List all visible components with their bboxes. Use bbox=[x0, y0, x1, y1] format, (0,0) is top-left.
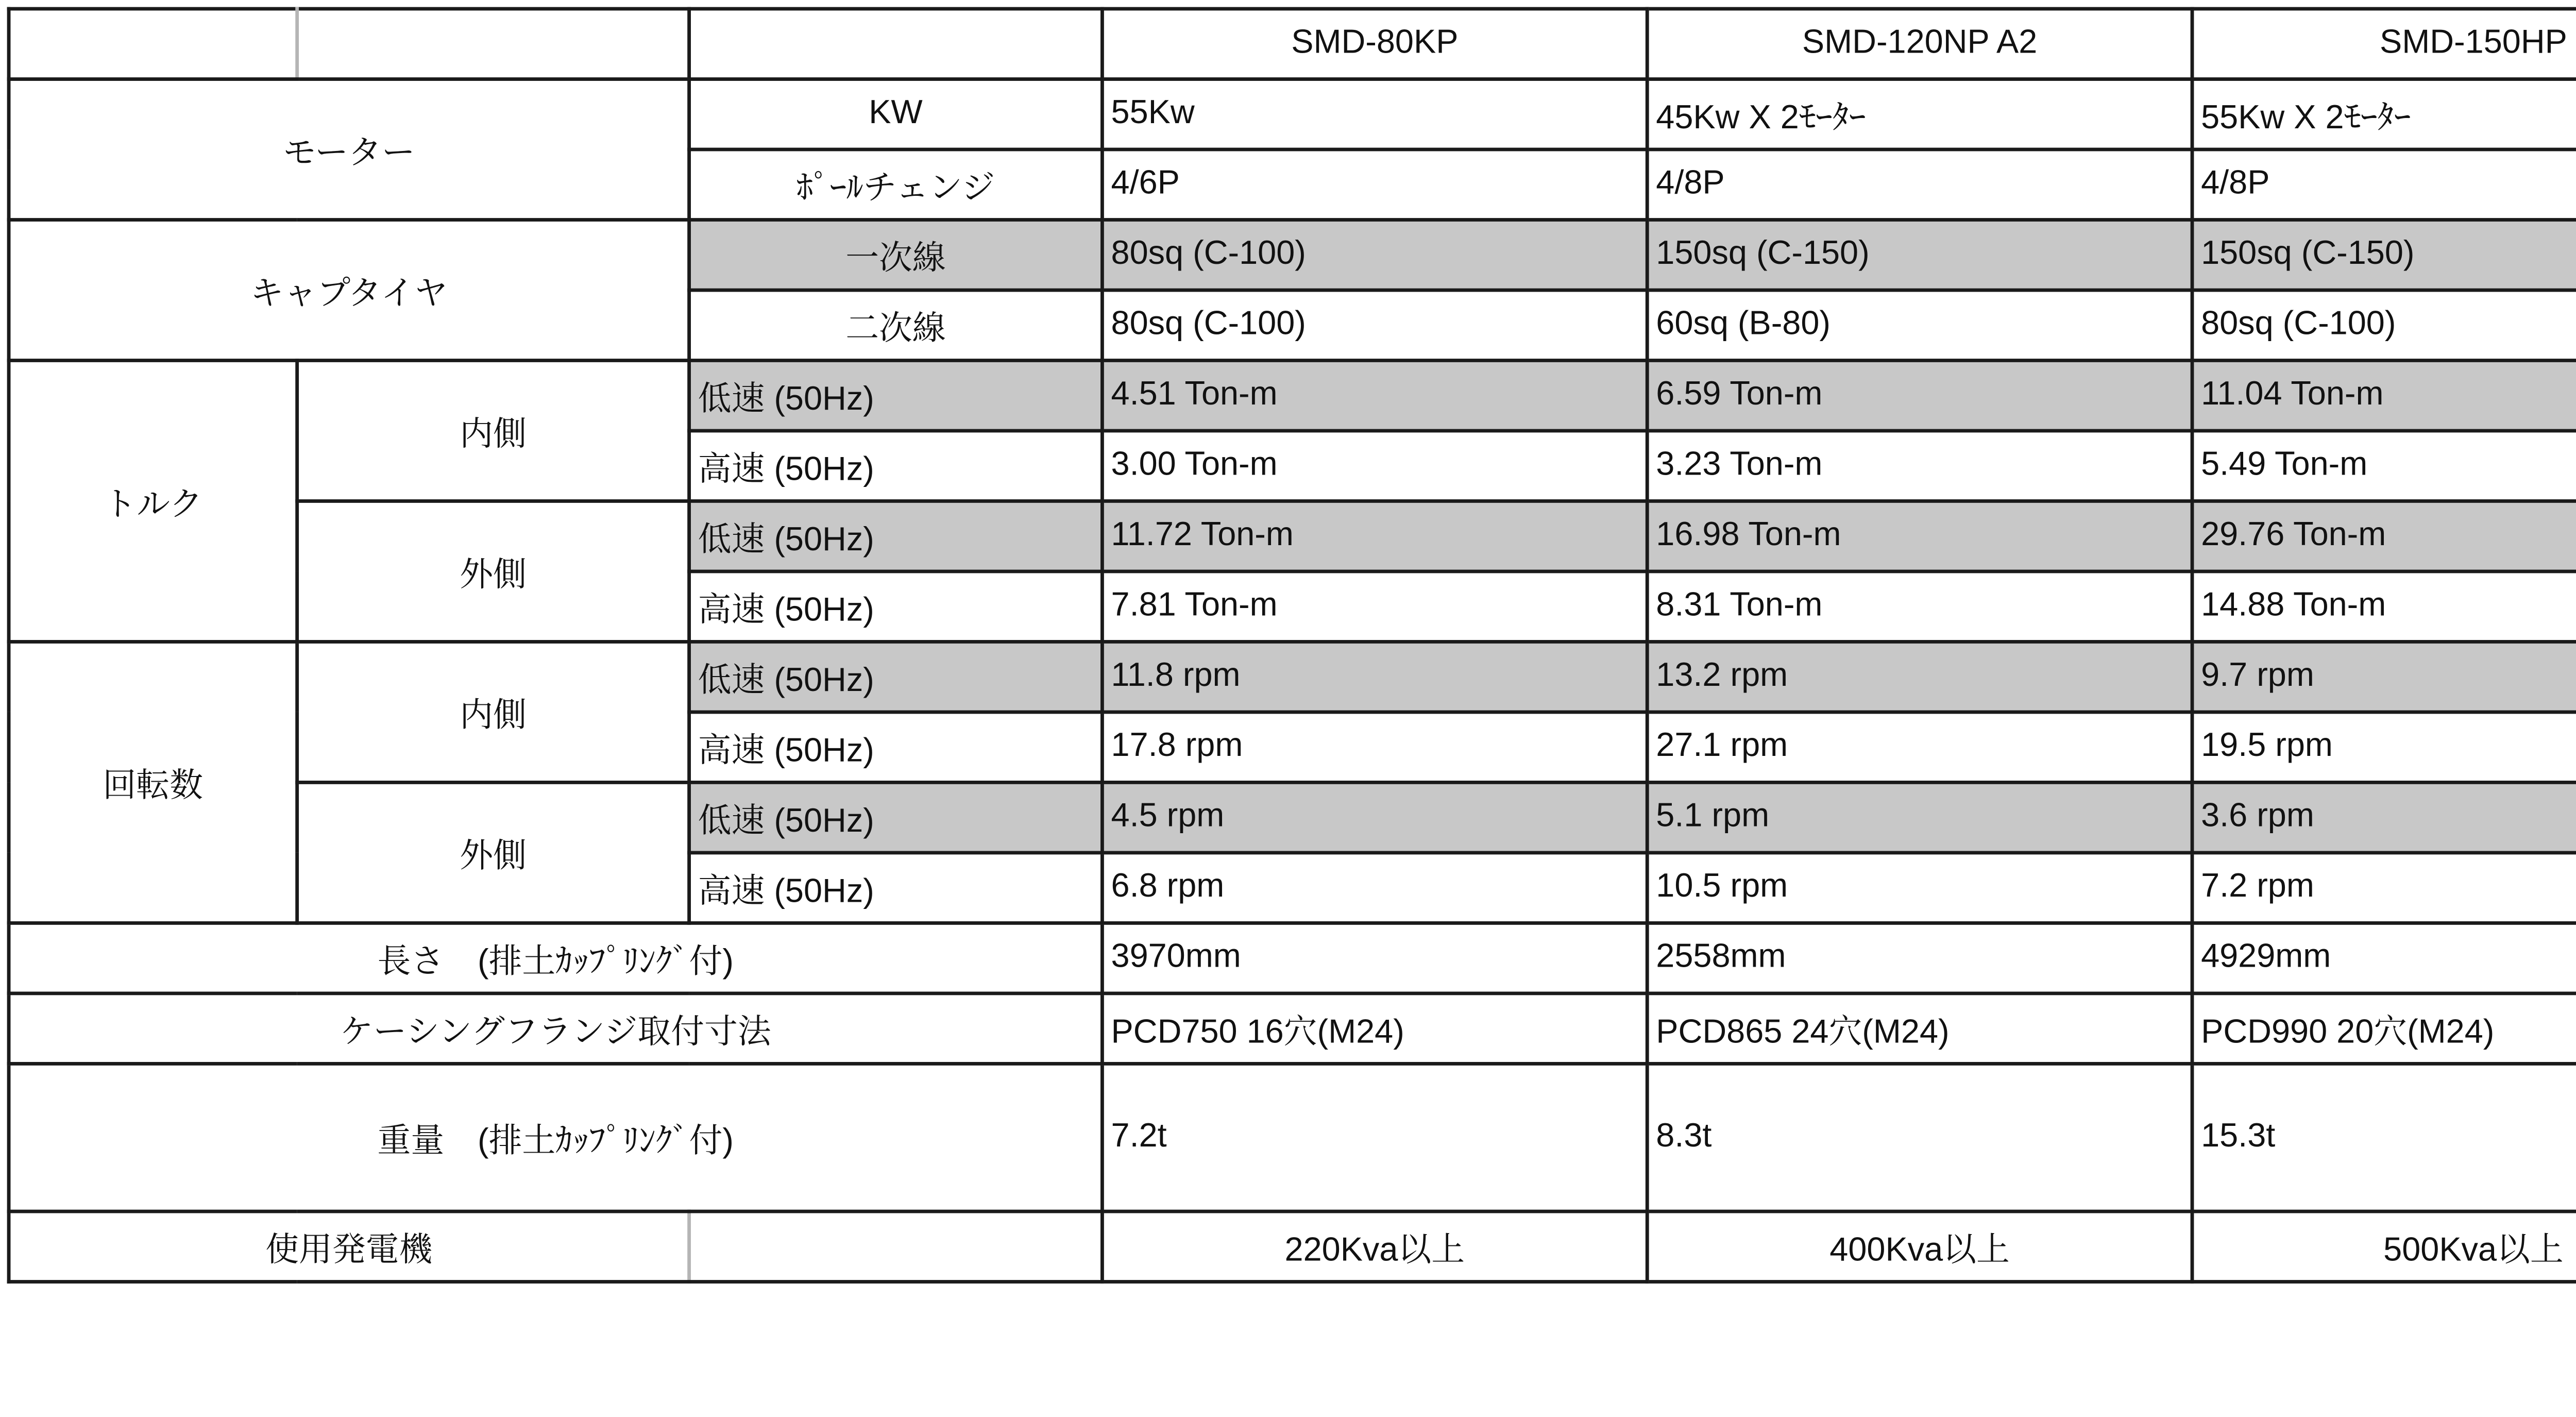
row-label: 二次線 bbox=[689, 290, 1103, 360]
value-cell: 4/8P bbox=[1647, 149, 2192, 220]
value-cell: 220Kva以上 bbox=[1102, 1211, 1647, 1281]
table-row bbox=[9, 993, 2576, 1064]
value-cell: 16.98 Ton-m bbox=[1647, 501, 2192, 571]
value-cell: 45Kw X 2ﾓｰﾀｰ bbox=[1647, 79, 2192, 149]
value-cell: 4929mm bbox=[2192, 923, 2576, 993]
row-label-length: 長さ (排土ｶｯﾌﾟﾘﾝｸﾞ付) bbox=[9, 923, 1102, 993]
model-header: SMD-120NP A2 bbox=[1647, 9, 2192, 79]
row-label: 高速 (50Hz) bbox=[689, 853, 1103, 923]
table-row bbox=[9, 923, 2576, 993]
value-cell: 4/6P bbox=[1102, 149, 1647, 220]
table-row bbox=[9, 782, 2576, 852]
table-row bbox=[9, 361, 2576, 431]
value-cell: 3.23 Ton-m bbox=[1647, 431, 2192, 501]
table-row bbox=[9, 1064, 2576, 1211]
row-label: KW bbox=[689, 79, 1103, 149]
value-cell: 500Kva以上 bbox=[2192, 1211, 2576, 1281]
header-blank-cell bbox=[689, 9, 1103, 79]
value-cell: 7.2t bbox=[1102, 1064, 1647, 1211]
value-cell: PCD865 24穴(M24) bbox=[1647, 993, 2192, 1064]
section-label-motor: モーター bbox=[9, 79, 689, 220]
spec-table bbox=[7, 7, 2576, 1284]
value-cell: 400Kva以上 bbox=[1647, 1211, 2192, 1281]
value-cell: 3970mm bbox=[1102, 923, 1647, 993]
header-blank-cell bbox=[297, 9, 689, 79]
value-cell: 6.8 rpm bbox=[1102, 853, 1647, 923]
row-label-flange: ケーシングフランジ取付寸法 bbox=[9, 993, 1102, 1064]
value-cell: 11.04 Ton-m bbox=[2192, 361, 2576, 431]
value-cell: 8.31 Ton-m bbox=[1647, 571, 2192, 642]
table-row bbox=[9, 1211, 2576, 1281]
value-cell: 55Kw X 2ﾓｰﾀｰ bbox=[2192, 79, 2576, 149]
value-cell: 80sq (C-100) bbox=[1102, 220, 1647, 290]
value-cell: PCD750 16穴(M24) bbox=[1102, 993, 1647, 1064]
value-cell: 5.49 Ton-m bbox=[2192, 431, 2576, 501]
value-cell: 7.81 Ton-m bbox=[1102, 571, 1647, 642]
subsection-label-inner: 内側 bbox=[297, 361, 689, 501]
table-row bbox=[9, 79, 2576, 149]
row-label: 高速 (50Hz) bbox=[689, 571, 1103, 642]
value-cell: 14.88 Ton-m bbox=[2192, 571, 2576, 642]
value-cell: 11.8 rpm bbox=[1102, 642, 1647, 712]
row-label: 高速 (50Hz) bbox=[689, 431, 1103, 501]
value-cell: 2558mm bbox=[1647, 923, 2192, 993]
value-cell: 3.6 rpm bbox=[2192, 782, 2576, 852]
blank-cell bbox=[689, 1211, 1103, 1281]
value-cell: 8.3t bbox=[1647, 1064, 2192, 1211]
value-cell: 7.2 rpm bbox=[2192, 853, 2576, 923]
value-cell: 6.59 Ton-m bbox=[1647, 361, 2192, 431]
subsection-label-outer: 外側 bbox=[297, 782, 689, 923]
value-cell: 55Kw bbox=[1102, 79, 1647, 149]
row-label: 低速 (50Hz) bbox=[689, 642, 1103, 712]
section-label-rotation: 回転数 bbox=[9, 642, 297, 923]
row-label: 高速 (50Hz) bbox=[689, 712, 1103, 782]
model-header: SMD-80KP bbox=[1102, 9, 1647, 79]
value-cell: 19.5 rpm bbox=[2192, 712, 2576, 782]
value-cell: 150sq (C-150) bbox=[1647, 220, 2192, 290]
value-cell: 3.00 Ton-m bbox=[1102, 431, 1647, 501]
table-row bbox=[9, 220, 2576, 290]
value-cell: 150sq (C-150) bbox=[2192, 220, 2576, 290]
value-cell: 5.1 rpm bbox=[1647, 782, 2192, 852]
header-row bbox=[9, 9, 2576, 79]
header-blank-cell bbox=[9, 9, 297, 79]
row-label: 一次線 bbox=[689, 220, 1103, 290]
table-row bbox=[9, 501, 2576, 571]
row-label-weight: 重量 (排土ｶｯﾌﾟﾘﾝｸﾞ付) bbox=[9, 1064, 1102, 1211]
value-cell: 11.72 Ton-m bbox=[1102, 501, 1647, 571]
section-label-torque: トルク bbox=[9, 361, 297, 642]
value-cell: 60sq (B-80) bbox=[1647, 290, 2192, 360]
value-cell: 27.1 rpm bbox=[1647, 712, 2192, 782]
value-cell: 17.8 rpm bbox=[1102, 712, 1647, 782]
row-label: ﾎﾟｰﾙチェンジ bbox=[689, 149, 1103, 220]
section-label-cable: キャプタイヤ bbox=[9, 220, 689, 361]
value-cell: 15.3t bbox=[2192, 1064, 2576, 1211]
row-label: 低速 (50Hz) bbox=[689, 361, 1103, 431]
value-cell: 4.5 rpm bbox=[1102, 782, 1647, 852]
row-label: 低速 (50Hz) bbox=[689, 782, 1103, 852]
row-label-generator: 使用発電機 bbox=[9, 1211, 689, 1281]
model-header: SMD-150HP bbox=[2192, 9, 2576, 79]
value-cell: 9.7 rpm bbox=[2192, 642, 2576, 712]
table-row bbox=[9, 642, 2576, 712]
value-cell: 4.51 Ton-m bbox=[1102, 361, 1647, 431]
value-cell: 13.2 rpm bbox=[1647, 642, 2192, 712]
subsection-label-outer: 外側 bbox=[297, 501, 689, 642]
value-cell: 80sq (C-100) bbox=[1102, 290, 1647, 360]
row-label: 低速 (50Hz) bbox=[689, 501, 1103, 571]
value-cell: 10.5 rpm bbox=[1647, 853, 2192, 923]
value-cell: 80sq (C-100) bbox=[2192, 290, 2576, 360]
value-cell: 29.76 Ton-m bbox=[2192, 501, 2576, 571]
subsection-label-inner: 内側 bbox=[297, 642, 689, 782]
value-cell: 4/8P bbox=[2192, 149, 2576, 220]
value-cell: PCD990 20穴(M24) bbox=[2192, 993, 2576, 1064]
